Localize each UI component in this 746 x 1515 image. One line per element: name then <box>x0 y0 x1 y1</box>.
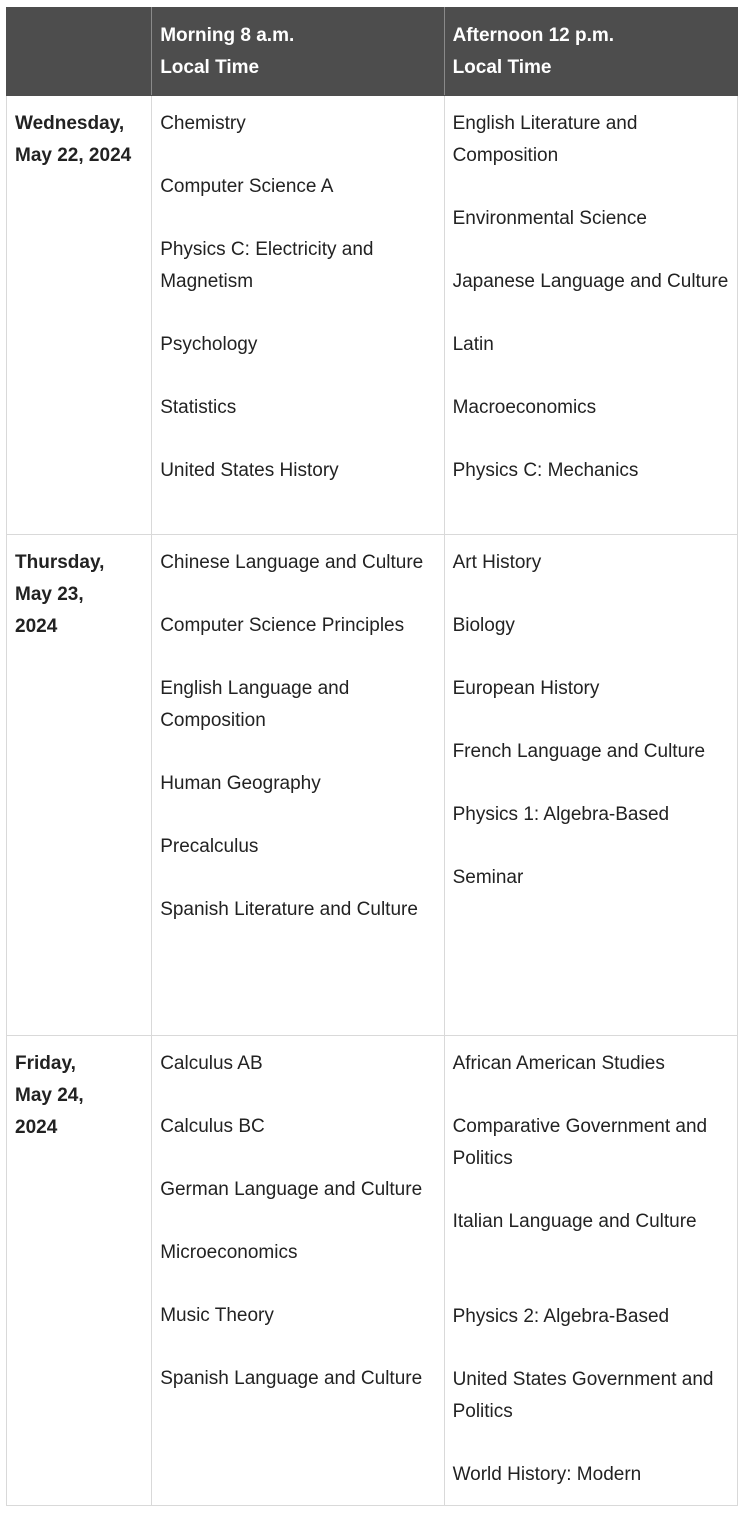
afternoon-courses-cell <box>444 1036 737 1506</box>
exam-schedule-table <box>6 7 738 1506</box>
day-label-line2: May 23, <box>15 584 84 605</box>
course-item: Italian Language and Culture <box>452 1211 697 1232</box>
header-row <box>7 8 738 96</box>
header-morning-line2: Local Time <box>160 57 260 78</box>
course-item: Microeconomics <box>160 1242 298 1263</box>
header-afternoon-column <box>444 8 737 96</box>
table-header <box>7 8 738 96</box>
course-item: Biology <box>452 615 515 636</box>
afternoon-courses-cell <box>444 535 737 1036</box>
course-item: Chemistry <box>160 113 246 134</box>
day-label-line3: 2024 <box>15 616 58 637</box>
header-morning-line1: Morning 8 a.m. <box>160 25 295 46</box>
course-item: English Literature and Composition <box>452 113 638 166</box>
course-item: Statistics <box>160 397 237 418</box>
course-item: Calculus BC <box>160 1116 265 1137</box>
course-item: Human Geography <box>160 773 321 794</box>
course-item: Macroeconomics <box>452 397 597 418</box>
table-row <box>7 96 738 535</box>
course-item: Psychology <box>160 334 258 355</box>
course-item: French Language and Culture <box>452 741 706 762</box>
course-item: Physics 2: Algebra-Based <box>452 1306 670 1327</box>
header-afternoon-line1: Afternoon 12 p.m. <box>452 25 615 46</box>
course-item: European History <box>452 678 600 699</box>
header-morning-column <box>152 8 444 96</box>
course-item: United States History <box>160 460 339 481</box>
course-item: Precalculus <box>160 836 259 857</box>
course-item: Music Theory <box>160 1305 274 1326</box>
header-day-column <box>7 8 152 96</box>
day-cell <box>7 535 152 1036</box>
course-item: Environmental Science <box>452 208 647 229</box>
afternoon-courses-cell <box>444 96 737 535</box>
course-item: Computer Science A <box>160 176 334 197</box>
course-item: Physics C: Mechanics <box>452 460 639 481</box>
course-item: United States Government and Politics <box>452 1369 714 1422</box>
course-item: Comparative Government and Politics <box>452 1116 708 1169</box>
day-label-line1: Friday, <box>15 1053 76 1074</box>
course-item: African American Studies <box>452 1053 665 1074</box>
day-label-line1: Thursday, <box>15 552 105 573</box>
course-item: Seminar <box>452 867 524 888</box>
course-item: Latin <box>452 334 494 355</box>
table-row <box>7 535 738 1036</box>
course-item: Calculus AB <box>160 1053 263 1074</box>
course-item: English Language and Composition <box>160 678 350 731</box>
morning-courses-cell <box>152 96 444 535</box>
table-body <box>7 96 738 1506</box>
course-item: Physics 1: Algebra-Based <box>452 804 670 825</box>
day-label-line1: Wednesday, <box>15 113 125 134</box>
course-item: Chinese Language and Culture <box>160 552 424 573</box>
course-item: Spanish Literature and Culture <box>160 899 418 920</box>
course-item: Art History <box>452 552 542 573</box>
course-item: German Language and Culture <box>160 1179 423 1200</box>
course-item: Japanese Language and Culture <box>452 271 729 292</box>
day-label-line2: May 22, 2024 <box>15 145 132 166</box>
course-item: World History: Modern <box>452 1464 642 1485</box>
header-afternoon-line2: Local Time <box>452 57 552 78</box>
course-item: Computer Science Principles <box>160 615 405 636</box>
table-row <box>7 1036 738 1506</box>
course-item: Spanish Language and Culture <box>160 1368 423 1389</box>
day-label-line2: May 24, <box>15 1085 84 1106</box>
morning-courses-cell <box>152 535 444 1036</box>
morning-courses-cell <box>152 1036 444 1506</box>
course-item: Physics C: Electricity and Magnetism <box>160 239 374 292</box>
day-cell <box>7 1036 152 1506</box>
day-label-line3: 2024 <box>15 1117 58 1138</box>
day-cell <box>7 96 152 535</box>
